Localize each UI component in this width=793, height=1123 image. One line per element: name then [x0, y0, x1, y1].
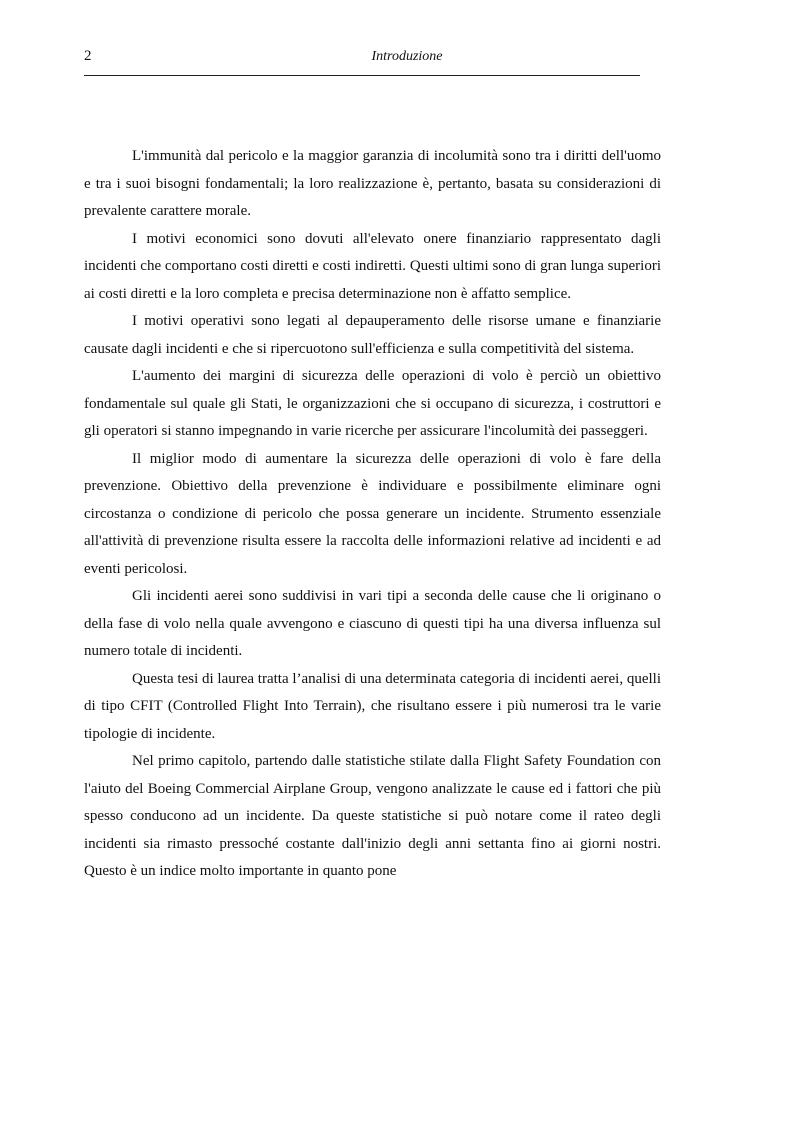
page-number: 2 — [84, 48, 92, 64]
running-header-title: Introduzione — [371, 49, 443, 64]
paragraph-5: Il miglior modo di aumentare la sicurezza delle operazioni di volo è fare della prevenzione. Obiettivo della prevenzione è individuare e possibilmente eliminare ogni circostanza o condizione di pericolo che possa generare un incidente. Strumento essenziale all'attività di prevenzione risulta essere la raccolta delle informazioni relative ad incidenti e ad eventi pericolosi. — [84, 450, 661, 577]
paragraph-7: Questa tesi di laurea tratta l’analisi di una determinata categoria di incidenti aerei, quelli di tipo CFIT (Controlled Flight Into Terrain), che risultano essere i più numerosi tra le varie tipologie di incidente. — [84, 670, 661, 742]
paragraph-6: Gli incidenti aerei sono suddivisi in vari tipi a seconda delle cause che li originano o della fase di volo nella quale avvengono e ciascuno di questi tipi ha una diversa influenza sul numero totale di incidenti. — [84, 588, 661, 659]
body-text — [84, 143, 661, 886]
paragraph-2: I motivi economici sono dovuti all'elevato onere finanziario rappresentato dagli incidenti che comportano costi diretti e costi indiretti. Questi ultimi sono di gran lunga superiori ai costi diretti e la loro completa e precisa determinazione non è affatto semplice. — [84, 230, 661, 302]
paragraph-4: L'aumento dei margini di sicurezza delle operazioni di volo è perciò un obiettivo fondamentale sul quale gli Stati, le organizzazioni che si occupano di sicurezza, i costruttori e gli operatori si stanno impegnando in varie ricerche per assicurare l'incolumità dei passeggeri. — [84, 368, 661, 439]
paragraph-1: L'immunità dal pericolo e la maggior garanzia di incolumità sono tra i diritti dell'uomo e tra i suoi bisogni fondamentali; la loro realizzazione è, pertanto, basata su considerazioni di prevalente carattere morale. — [84, 148, 661, 219]
paragraph-3: I motivi operativi sono legati al depauperamento delle risorse umane e finanziarie causate dagli incidenti e che si ripercuotono sull'efficienza e sulla competitività del sistema. — [84, 313, 661, 357]
paragraph-8: Nel primo capitolo, partendo dalle statistiche stilate dalla Flight Safety Foundation con l'aiuto del Boeing Commercial Airplane Group, vengono analizzate le cause ed i fattori che più spesso conducono ad un incidente. Da queste statistiche si può notare come il rateo degli incidenti sia rimasto pressoché costante dall'inizio degli anni settanta fino ai giorni nostri. Questo è un indice molto importante in quanto pone — [84, 753, 661, 879]
header-divider — [84, 75, 640, 76]
